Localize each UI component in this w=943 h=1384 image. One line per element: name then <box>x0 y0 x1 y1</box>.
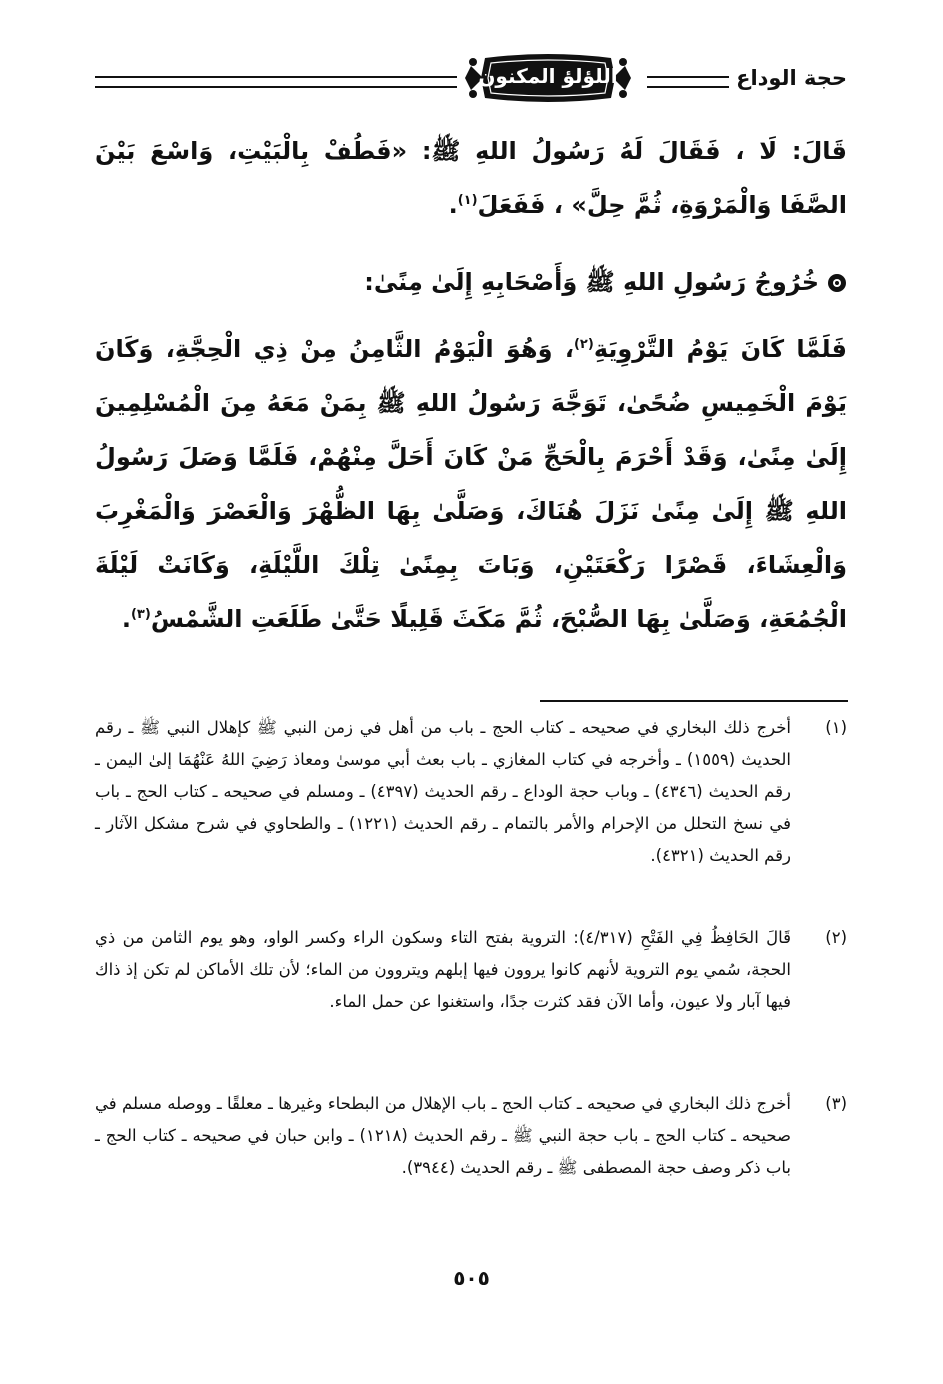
paragraph-1-text: قَالَ: لَا ، فَقَالَ لَهُ رَسُولُ اللهِ ﷺ: «فَطُفْ بِالْبَيْتِ، وَاسْعَ بَيْنَ الصَّفَا وَالْمَرْوَةِ، ثُمَّ حِلَّ» ، فَفَعَلَ <box>95 137 847 219</box>
footnote-ref-3[interactable]: (٣) <box>130 607 151 622</box>
flower-bullet-icon <box>827 273 847 293</box>
header-rule-right <box>647 76 729 88</box>
footnote-number: (١) <box>825 718 847 737</box>
subheading <box>95 262 847 302</box>
page-number: ٥٠٥ <box>453 1266 490 1290</box>
footnote-separator <box>540 700 848 702</box>
paragraph-1 <box>95 124 847 232</box>
footnote-number: (٣) <box>825 1094 847 1113</box>
footnote-1 <box>95 712 847 872</box>
paragraph-1-end: . <box>448 191 458 219</box>
paragraph-2-end: . <box>121 605 131 633</box>
footnote-text: أخرج ذلك البخاري في صحيحه ـ كتاب الحج ـ باب من أهل في زمن النبي ﷺ كإهلال النبي ﷺ ـ رقم الحديث (١٥٥٩) ـ وأخرجه في كتاب المغازي ـ باب بعث أبي موسىٰ ومعاذ رَضِيَ اللهُ عَنْهُمَا إلىٰ اليمن ـ رقم الحديث (٤٣٤٦) ـ وباب حجة الوداع ـ رقم الحديث (٤٣٩٧) ـ ومسلم في صحيحه ـ كتاب الحج ـ باب في نسخ التحلل من الإحرام والأمر بالتمام ـ رقم الحديث (١٢٢١) ـ والطحاوي في شرح مشكل الآثار ـ رقم الحديث (٤٣٢١). <box>95 718 792 865</box>
paragraph-2-part-1: فَلَمَّا كَانَ يَوْمُ التَّرْوِيَةِ <box>593 335 848 363</box>
book-title: اللؤلؤ المكنون <box>478 64 618 88</box>
footnote-ref-1[interactable]: (١) <box>457 193 478 208</box>
footnote-3 <box>95 1088 847 1184</box>
running-header <box>95 50 847 110</box>
paragraph-2 <box>95 322 847 646</box>
footnote-ref-2[interactable]: (٢) <box>573 337 594 352</box>
footnote-text: أخرج ذلك البخاري في صحيحه ـ كتاب الحج ـ باب الإهلال من البطحاء وغيرها ـ معلقًا ـ ووصله مسلم في صحيحه ـ كتاب الحج ـ باب حجة النبي ﷺ ـ رقم الحديث (١٢١٨) ـ وابن حبان في صحيحه ـ كتاب الحج ـ باب ذكر وصف حجة المصطفى ﷺ ـ رقم الحديث (٣٩٤٤). <box>95 1094 792 1177</box>
header-rule-left <box>95 76 457 88</box>
footnote-text: قَالَ الحَافِظُ فِي الفَتْحِ (٤/٣١٧): التروية بفتح التاء وسكون الراء وكسر الواو، وهو يوم الثامن من ذي الحجة، سُمي يوم التروية لأنهم كانوا يروون فيها إبلهم ويتروون من الماء؛ لأن تلك الأماكن لم تكن إذ ذاك فيها آبار ولا عيون، وأما الآن فقد كثرت جدًا، واستغنوا عن حمل الماء. <box>95 928 792 1011</box>
subheading-text: خُرُوجُ رَسُولِ اللهِ ﷺ وَأَصْحَابِهِ إِلَىٰ مِنًىٰ: <box>364 268 819 296</box>
paragraph-2-part-2: ، وَهُوَ الْيَوْمُ الثَّامِنُ مِنْ ذِي الْحِجَّةِ، وَكَانَ يَوْمَ الْخَمِيسِ ضُحًىٰ، تَوَجَّهَ رَسُولُ اللهِ ﷺ بِمَنْ مَعَهُ مِنَ الْمُسْلِمِينَ إِلَىٰ مِنًىٰ، وَقَدْ أَحْرَمَ بِالْحَجِّ مَنْ كَانَ أَحَلَّ مِنْهُمْ، فَلَمَّا وَصَلَ رَسُولُ اللهِ ﷺ إِلَىٰ مِنًىٰ نَزَلَ هُنَاكَ، وَصَلَّىٰ بِهَا الظُّهْرَ وَالْعَصْرَ وَالْمَغْرِبَ وَالْعِشَاءَ، قَصْرًا رَكْعَتَيْنِ، وَبَاتَ بِمِنًىٰ تِلْكَ اللَّيْلَةِ، وَكَانَتْ لَيْلَةَ الْجُمُعَةِ، وَصَلَّىٰ بِهَا الصُّبْحَ، ثُمَّ مَكَثَ قَلِيلًا حَتَّىٰ طَلَعَتِ الشَّمْسُ <box>95 335 847 633</box>
section-title: حجة الوداع <box>736 66 847 90</box>
footnote-2 <box>95 922 847 1018</box>
book-title-cartouche <box>463 52 633 104</box>
footnote-number: (٢) <box>825 928 847 947</box>
